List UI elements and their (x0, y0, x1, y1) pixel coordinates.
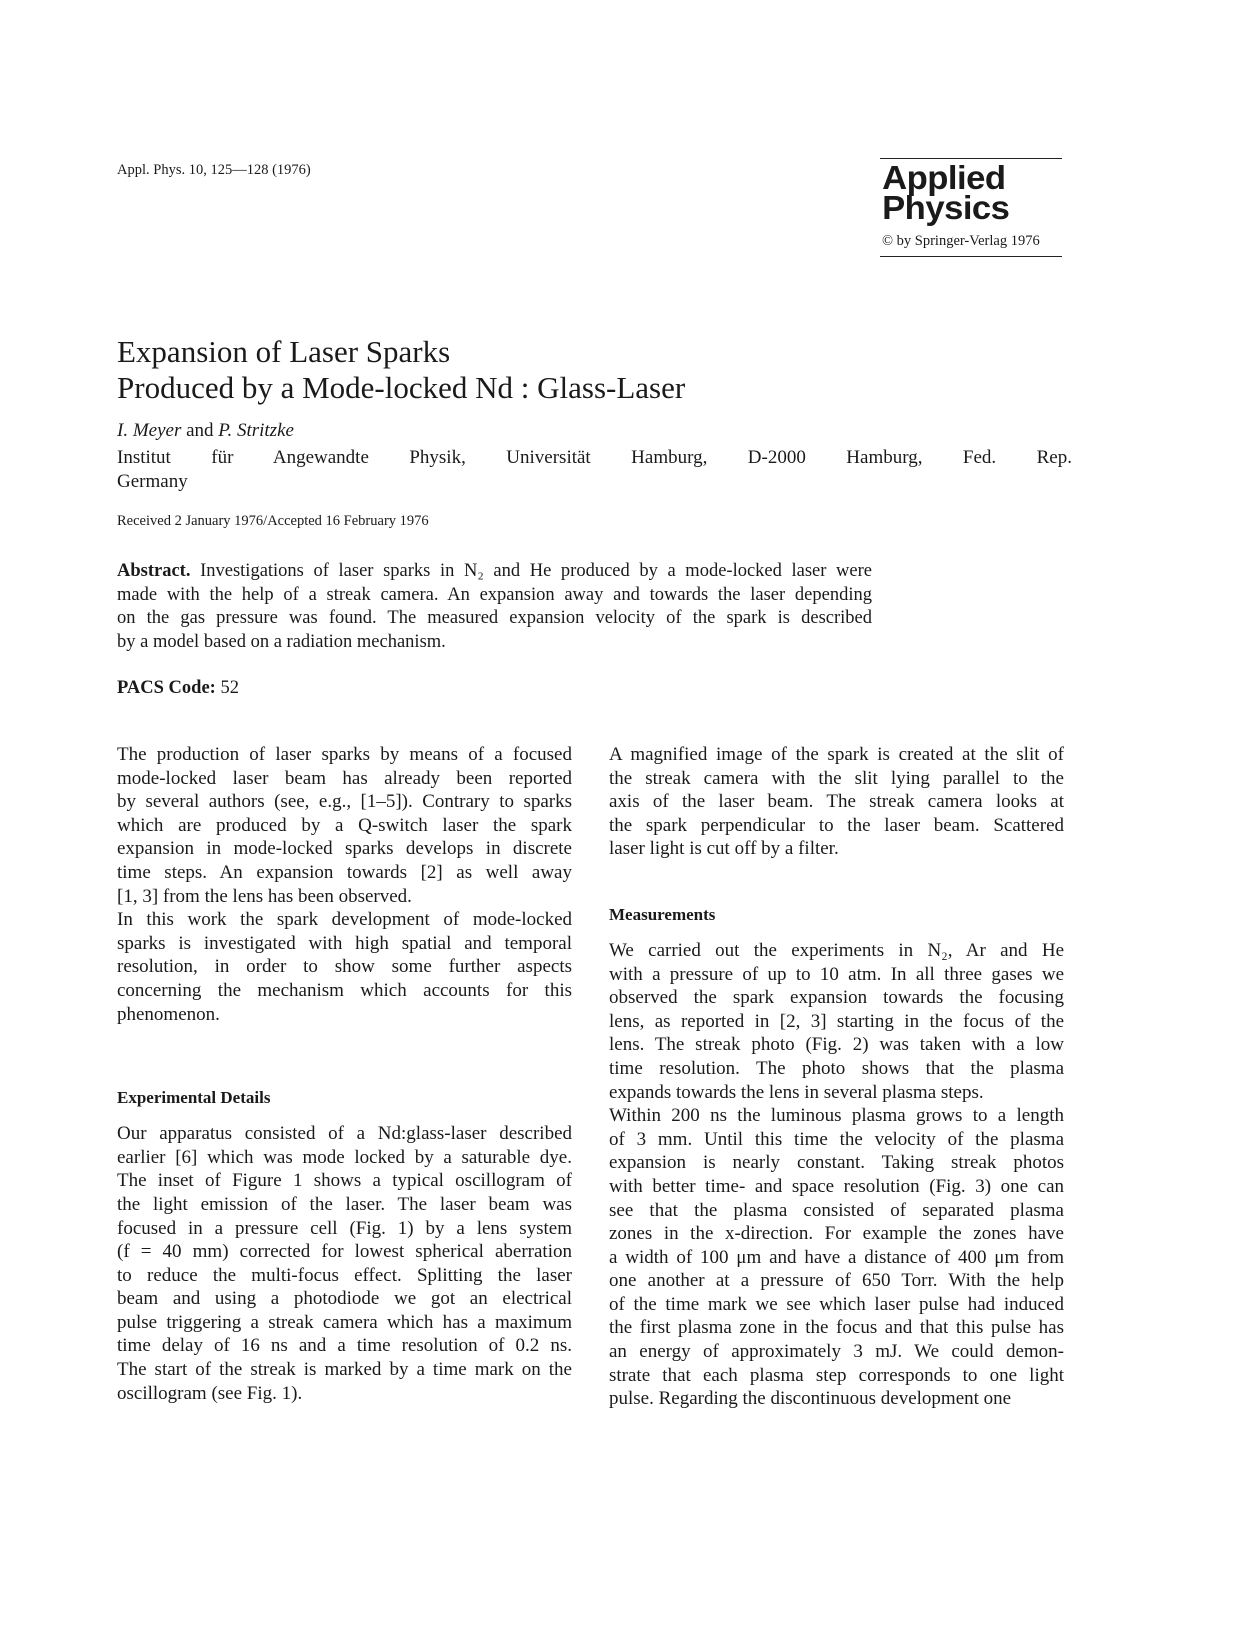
text-line: We carried out the experiments in N₂, Ar and He (609, 939, 1064, 961)
text-line: earlier [6] which was mode locked by a saturable dye. (117, 1146, 572, 1168)
text-line: time delay of 16 ns and a time resolution of 0.2 ns. (117, 1335, 572, 1357)
abstract-line: on the gas pressure was found. The measured expansion velocity of the spark is described (117, 608, 872, 628)
text-line: zones in the x-direction. For example the zones have (609, 1223, 1064, 1245)
text-line: concerning the mechanism which accounts for this (117, 979, 572, 1001)
journal-reference: Appl. Phys. 10, 125—128 (1976) (117, 162, 311, 178)
text-line: [1, 3] from the lens has been observed. (117, 885, 412, 907)
text-line: expands towards the lens in several plasma steps. (609, 1081, 984, 1103)
spacer (117, 1026, 572, 1086)
journal-logo (880, 158, 1062, 257)
text-line: time steps. An expansion towards [2] as well away (117, 861, 572, 883)
copyright-notice: © by Springer-Verlag 1976 (882, 233, 1040, 249)
author-2: P. Stritzke (218, 420, 294, 441)
text-line: beam and using a photodiode we got an electrical (117, 1288, 572, 1310)
pacs-code (117, 678, 239, 699)
paper-title (117, 334, 685, 406)
paragraph (117, 1122, 572, 1405)
text-line: an energy of approximately 3 mJ. We could demon- (609, 1341, 1064, 1363)
paragraph (117, 908, 572, 1026)
paragraph (117, 743, 572, 908)
text-line: The inset of Figure 1 shows a typical oscillogram of (117, 1170, 572, 1192)
text-line: Within 200 ns the luminous plasma grows to a length (609, 1105, 1064, 1127)
section-heading: Measurements (609, 904, 716, 924)
logo-rule-bottom (880, 256, 1062, 257)
text-line: see that the plasma consisted of separated plasma (609, 1199, 1064, 1221)
affiliation (117, 446, 1072, 494)
abstract-line: made with the help of a streak camera. An expansion away and towards the laser depending (117, 584, 872, 605)
title-line-2: Produced by a Mode-locked Nd : Glass-Laser (117, 370, 686, 405)
logo-word-applied: Applied (882, 159, 1006, 196)
text-line: expansion in mode-locked sparks develops in discrete (117, 838, 572, 860)
abstract-label: Abstract. (117, 561, 191, 581)
text-line: pulse triggering a streak camera which has a maximum (117, 1311, 572, 1333)
text-line: laser light is cut off by a filter. (609, 838, 839, 860)
text-line: with better time- and space resolution (Fig. 3) one can (609, 1175, 1064, 1197)
abstract-line: Abstract. Investigations of laser sparks in N₂ and He produced by a mode-locked laser were (117, 561, 872, 581)
abstract (117, 560, 872, 654)
authors (117, 420, 294, 442)
paragraph (609, 1104, 1064, 1411)
text-line: sparks is investigated with high spatial and temporal (117, 932, 572, 954)
text-line: of the time mark we see which laser pulse had induced (609, 1293, 1064, 1315)
abstract-line: by a model based on a radiation mechanism. (117, 631, 446, 652)
left-column (117, 743, 572, 1405)
text-line: the streak camera with the slit lying parallel to the (609, 767, 1064, 789)
affiliation-line-1: Institut für Angewandte Physik, Universität Hamburg, D-2000 Hamburg, Fed. Rep. (117, 447, 1072, 468)
paragraph (609, 939, 1064, 1104)
section-heading: Experimental Details (117, 1088, 271, 1108)
right-column (609, 743, 1064, 1411)
text-line: A magnified image of the spark is created at the slit of (609, 744, 1064, 765)
text-line: the first plasma zone in the focus and that this pulse has (609, 1317, 1064, 1339)
text-line: The production of laser sparks by means of a focused (117, 744, 572, 765)
text-line: by several authors (see, e.g., [1–5]). Contrary to sparks (117, 791, 572, 813)
text-line: observed the spark expansion towards the focusing (609, 987, 1064, 1009)
text-line: axis of the laser beam. The streak camera looks at (609, 791, 1064, 813)
text-line: strate that each plasma step corresponds to one light (609, 1364, 1064, 1386)
text-line: time resolution. The photo shows that the plasma (609, 1057, 1064, 1079)
title-line-1: Expansion of Laser Sparks (117, 334, 451, 369)
text-line: mode-locked laser beam has already been reported (117, 767, 572, 789)
text-line: the spark perpendicular to the laser beam. Scattered (609, 814, 1064, 836)
text-line: In this work the spark development of mode-locked (117, 909, 572, 931)
received-dates: Received 2 January 1976/Accepted 16 February 1976 (117, 513, 429, 529)
text-line: which are produced by a Q-switch laser the spark (117, 814, 572, 836)
text-line: lens. The streak photo (Fig. 2) was taken with a low (609, 1034, 1064, 1056)
text-line: focused in a pressure cell (Fig. 1) by a lens system (117, 1217, 572, 1239)
author-conjunction: and (186, 420, 214, 441)
text-line: oscillogram (see Fig. 1). (117, 1382, 303, 1404)
text-line: The start of the streak is marked by a time mark on the (117, 1359, 572, 1381)
text-line: with a pressure of up to 10 atm. In all three gases we (609, 963, 1064, 985)
text-line: lens, as reported in [2, 3] starting in the focus of the (609, 1010, 1064, 1032)
text-line: to reduce the multi-focus effect. Splitting the laser (117, 1264, 572, 1286)
text-line: Our apparatus consisted of a Nd:glass-laser described (117, 1123, 572, 1145)
text-line: (f = 40 mm) corrected for lowest spherical aberration (117, 1241, 572, 1263)
text-line: expansion is nearly constant. Taking streak photos (609, 1152, 1064, 1174)
logo-word-physics: Physics (882, 189, 1010, 226)
author-1: I. Meyer (117, 420, 182, 441)
text-line: a width of 100 μm and have a distance of 400 μm from (609, 1246, 1064, 1268)
spacer (609, 861, 1064, 903)
text-line: resolution, in order to show some further aspects (117, 956, 572, 978)
paragraph (609, 743, 1064, 861)
text-line: of 3 mm. Until this time the velocity of the plasma (609, 1128, 1064, 1150)
pacs-value: 52 (220, 678, 239, 698)
text-line: the light emission of the laser. The laser beam was (117, 1193, 572, 1215)
text-line: phenomenon. (117, 1003, 220, 1025)
text-line: pulse. Regarding the discontinuous development one (609, 1388, 1012, 1410)
text-line: one another at a pressure of 650 Torr. With the help (609, 1270, 1064, 1292)
pacs-label: PACS Code: (117, 678, 216, 698)
affiliation-line-2: Germany (117, 470, 188, 492)
